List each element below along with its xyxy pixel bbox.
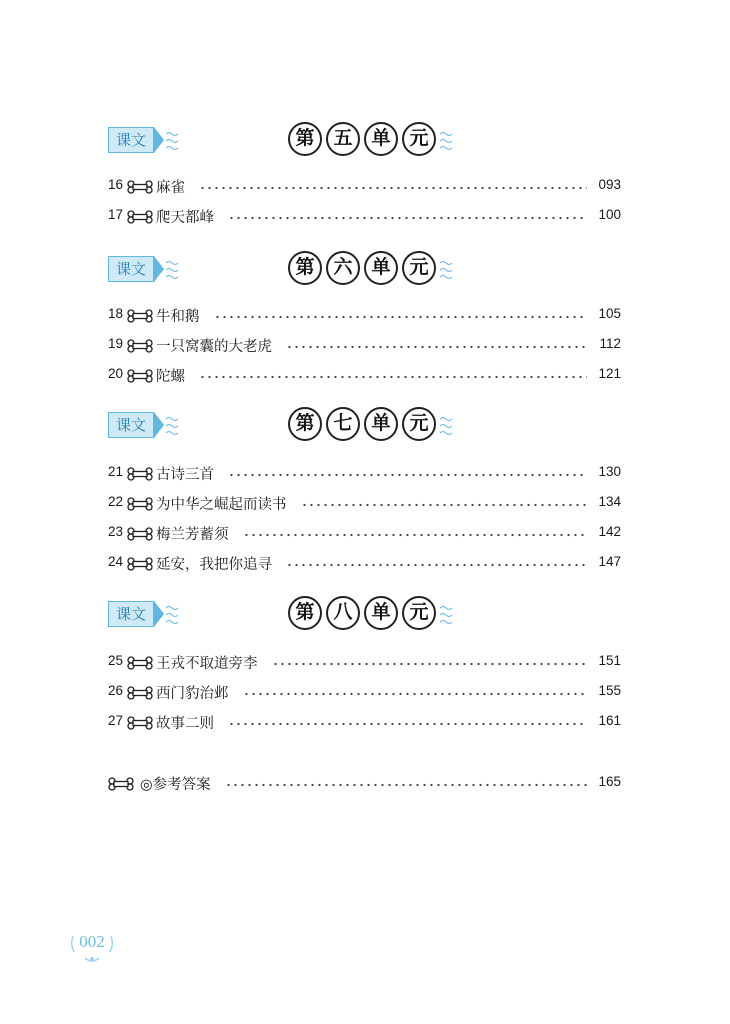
lesson-number: 26 (108, 683, 124, 698)
lesson-page: 142 (598, 524, 621, 539)
lesson-entry[interactable] (108, 681, 621, 703)
lesson-entry[interactable] (108, 205, 621, 227)
lesson-title: 陀螺 (156, 369, 185, 385)
unit-header (108, 409, 620, 445)
wave-decoration-icon (166, 600, 286, 630)
wave-left (166, 411, 286, 441)
bone-ornament-icon (127, 497, 153, 511)
unit-title (288, 251, 438, 291)
unit-title (288, 122, 438, 162)
tag-arrow-icon (154, 601, 164, 627)
bone-ornament-icon (127, 716, 153, 730)
lesson-page: 093 (598, 177, 621, 192)
lesson-number: 16 (108, 177, 124, 192)
bone-ornament-icon (127, 339, 153, 353)
lesson-title: 麻雀 (156, 180, 185, 196)
unit-header (108, 253, 620, 289)
wave-right (440, 255, 620, 285)
wave-left (166, 255, 286, 285)
wave-right (440, 411, 620, 441)
lesson-title: 西门豹治邺 (156, 686, 229, 702)
dot-leader (301, 492, 588, 512)
lesson-entry[interactable] (108, 711, 621, 733)
unit-tag: 课文 (108, 127, 154, 153)
unit-title (288, 596, 438, 636)
lesson-number: 22 (108, 494, 124, 509)
wave-left (166, 126, 286, 156)
lesson-page: 100 (598, 207, 621, 222)
lesson-number: 24 (108, 554, 124, 569)
wave-decoration-icon (166, 126, 286, 156)
dot-leader (214, 304, 588, 324)
lesson-number: 27 (108, 713, 124, 728)
bone-ornament-icon (127, 467, 153, 481)
wave-decoration-icon (166, 255, 286, 285)
unit-title-char: 单 (364, 407, 398, 441)
answers-title: ◎参考答案 (140, 777, 211, 793)
lesson-page: 112 (599, 336, 621, 351)
lesson-page: 151 (598, 653, 621, 668)
wave-decoration-icon (440, 126, 620, 156)
lesson-title: 梅兰芳蓄须 (156, 527, 229, 543)
unit-header (108, 598, 620, 634)
unit-title (288, 407, 438, 447)
wave-right (440, 126, 620, 156)
lesson-entry[interactable] (108, 364, 621, 386)
dot-leader (228, 462, 587, 482)
lesson-page: 105 (598, 306, 621, 321)
lesson-number: 18 (108, 306, 124, 321)
lesson-title: 故事二则 (156, 716, 214, 732)
unit-title-char: 五 (326, 122, 360, 156)
tag-arrow-icon (154, 127, 164, 153)
lesson-title: 爬天都峰 (156, 210, 214, 226)
tag-arrow-icon (154, 256, 164, 282)
unit-tag: 课文 (108, 256, 154, 282)
lesson-title: 古诗三首 (156, 467, 214, 483)
unit-title-char: 第 (288, 407, 322, 441)
unit-title-char: 八 (326, 596, 360, 630)
dot-leader (286, 334, 587, 354)
unit-title-char: 元 (402, 251, 436, 285)
lesson-entry[interactable] (108, 334, 621, 356)
unit-title-char: 第 (288, 122, 322, 156)
dot-leader (225, 772, 587, 792)
unit-title-char: 第 (288, 251, 322, 285)
lesson-title: 牛和鹅 (156, 309, 200, 325)
lesson-entry[interactable] (108, 462, 621, 484)
unit-title-char: 元 (402, 122, 436, 156)
lesson-number: 20 (108, 366, 124, 381)
dot-leader (199, 364, 587, 384)
unit-title-char: 七 (326, 407, 360, 441)
page-number-text: 002 (79, 932, 105, 951)
wave-decoration-icon (440, 255, 620, 285)
bone-ornament-icon (127, 557, 153, 571)
wave-right (440, 600, 620, 630)
lesson-number: 23 (108, 524, 124, 539)
lesson-title: 延安，我把你追寻 (156, 557, 272, 573)
lesson-page: 147 (598, 554, 621, 569)
bone-ornament-icon (127, 369, 153, 383)
unit-title-char: 六 (326, 251, 360, 285)
lesson-number: 25 (108, 653, 124, 668)
dot-leader (228, 711, 587, 731)
wave-decoration-icon (440, 411, 620, 441)
unit-header (108, 124, 620, 160)
lesson-entry[interactable] (108, 175, 621, 197)
lesson-title: 一只窝囊的大老虎 (156, 339, 272, 355)
dot-leader (286, 552, 587, 572)
unit-title-char: 单 (364, 251, 398, 285)
lesson-page: 121 (598, 366, 621, 381)
unit-title-char: 元 (402, 407, 436, 441)
lesson-entry[interactable] (108, 651, 621, 673)
answers-entry[interactable] (108, 772, 621, 794)
dot-leader (243, 522, 588, 542)
bone-ornament-icon (127, 180, 153, 194)
dot-leader (243, 681, 588, 701)
dot-leader (199, 175, 587, 195)
lesson-page: 155 (598, 683, 621, 698)
lesson-number: 17 (108, 207, 124, 222)
unit-title-char: 单 (364, 122, 398, 156)
lesson-entry[interactable] (108, 552, 621, 574)
lesson-entry[interactable] (108, 492, 621, 514)
lesson-title: 王戎不取道旁李 (156, 656, 258, 672)
bone-ornament-icon (127, 210, 153, 224)
unit-tag: 课文 (108, 412, 154, 438)
lesson-entry[interactable] (108, 304, 621, 326)
lesson-number: 19 (108, 336, 124, 351)
lesson-page: 161 (598, 713, 621, 728)
unit-title-char: 第 (288, 596, 322, 630)
bone-ornament-icon (127, 686, 153, 700)
wave-decoration-icon (166, 411, 286, 441)
lesson-entry[interactable] (108, 522, 621, 544)
tag-arrow-icon (154, 412, 164, 438)
lesson-number: 21 (108, 464, 124, 479)
dot-leader (272, 651, 588, 671)
lesson-title: 为中华之崛起而读书 (156, 497, 287, 513)
unit-tag: 课文 (108, 601, 154, 627)
bone-ornament-icon (127, 527, 153, 541)
page-number (70, 928, 114, 964)
lesson-page: 130 (598, 464, 621, 479)
wave-left (166, 600, 286, 630)
lesson-page: 134 (598, 494, 621, 509)
bone-ornament-icon (127, 309, 153, 323)
bone-ornament-icon (127, 656, 153, 670)
answers-page: 165 (598, 774, 621, 789)
unit-title-char: 单 (364, 596, 398, 630)
bone-ornament-icon (108, 777, 134, 791)
wave-decoration-icon (440, 600, 620, 630)
dot-leader (228, 205, 587, 225)
unit-title-char: 元 (402, 596, 436, 630)
